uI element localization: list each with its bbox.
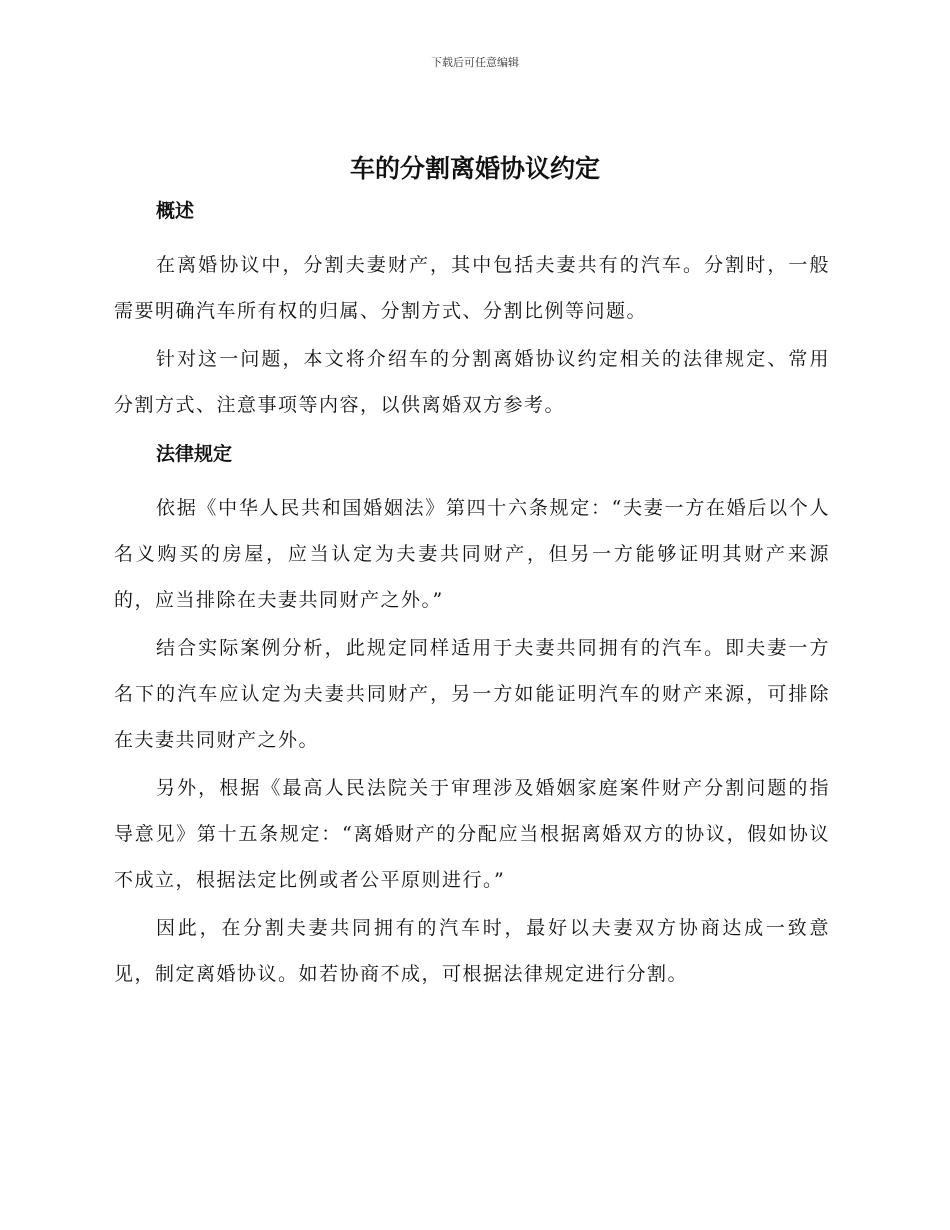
paragraph: 因此，在分割夫妻共同拥有的汽车时，最好以夫妻双方协商达成一致意见，制定离婚协议。如若协商不成，可根据法律规定进行分割。: [114, 917, 830, 985]
paragraph: 结合实际案例分析，此规定同样适用于夫妻共同拥有的汽车。即夫妻一方名下的汽车应认定为夫妻共同财产，另一方如能证明汽车的财产来源，可排除在夫妻共同财产之外。: [114, 637, 830, 751]
paragraph: 针对这一问题，本文将介绍车的分割离婚协议约定相关的法律规定、常用分割方式、注意事项等内容，以供离婚双方参考。: [114, 348, 830, 416]
section-heading-overview: 概述: [156, 200, 195, 222]
paragraph: 另外，根据《最高人民法院关于审理涉及婚姻家庭案件财产分割问题的指导意见》第十五条规定：“离婚财产的分配应当根据离婚双方的协议，假如协议不成立，根据法定比例或者公平原则进行。”: [114, 777, 830, 891]
paragraph: 在离婚协议中，分割夫妻财产，其中包括夫妻共有的汽车。分割时，一般需要明确汽车所有权的归属、分割方式、分割比例等问题。: [114, 254, 830, 322]
document-body: [114, 195, 830, 999]
header-note: 下载后可任意编辑: [431, 56, 519, 69]
section-heading-legal-provisions: 法律规定: [156, 443, 233, 465]
document-title: 车的分割离婚协议约定: [349, 154, 600, 183]
paragraph: 依据《中华人民共和国婚姻法》第四十六条规定：“夫妻一方在婚后以个人名义购买的房屋，应当认定为夫妻共同财产，但另一方能够证明其财产来源的，应当排除在夫妻共同财产之外。”: [114, 497, 830, 611]
